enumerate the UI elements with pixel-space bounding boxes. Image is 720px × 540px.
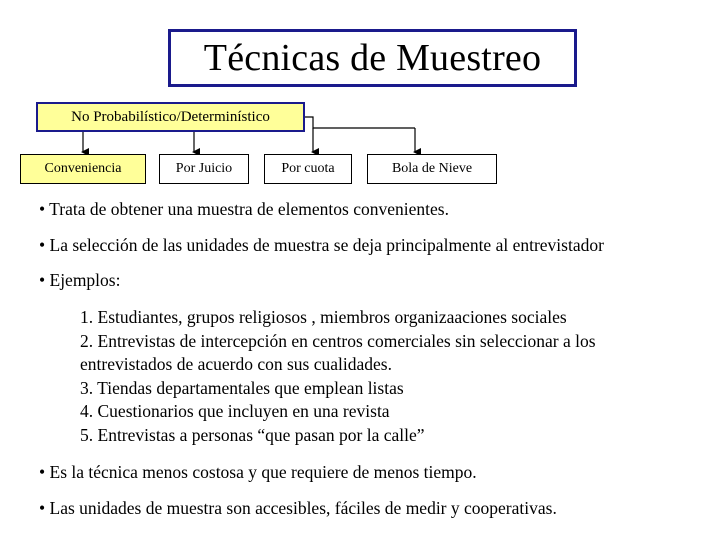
bullet-3: • Ejemplos: bbox=[39, 270, 121, 290]
example-line: 3. Tiendas departamentales que emplean listas bbox=[80, 377, 404, 398]
node-por-juicio bbox=[159, 154, 249, 184]
bullet-5: • Las unidades de muestra son accesibles, fáciles de medir y cooperativas. bbox=[39, 498, 557, 518]
node-conveniencia bbox=[20, 154, 146, 184]
connector-bus bbox=[305, 117, 415, 128]
node-label: Por cuota bbox=[281, 161, 335, 176]
node-por-cuota bbox=[264, 154, 352, 184]
example-line: entrevistados de acuerdo con sus cualidades. bbox=[80, 354, 392, 374]
example-line: 5. Entrevistas a personas “que pasan por la calle” bbox=[80, 424, 425, 445]
node-label: Bola de Nieve bbox=[391, 161, 473, 176]
root-node bbox=[36, 102, 305, 132]
bullet-4: • Es la técnica menos costosa y que requiere de menos tiempo. bbox=[39, 462, 477, 482]
bullet-1: • Trata de obtener una muestra de elementos convenientes. bbox=[39, 199, 449, 219]
root-node-label: No Probabilístico/Determinístico bbox=[71, 108, 270, 125]
examples-list bbox=[80, 306, 596, 447]
example-line: 2. Entrevistas de intercepción en centros comerciales sin seleccionar a los bbox=[80, 330, 596, 351]
node-label: Conveniencia bbox=[44, 161, 122, 176]
page-title: Técnicas de Muestreo bbox=[203, 37, 542, 79]
node-bola-de-nieve bbox=[367, 154, 497, 184]
node-label: Por Juicio bbox=[175, 161, 233, 176]
bullet-2: • La selección de las unidades de muestra se deja principalmente al entrevistador bbox=[39, 235, 604, 255]
example-line: 4. Cuestionarios que incluyen en una revista bbox=[80, 401, 390, 421]
example-line: 1. Estudiantes, grupos religiosos , miembros organizaaciones sociales bbox=[80, 307, 567, 327]
